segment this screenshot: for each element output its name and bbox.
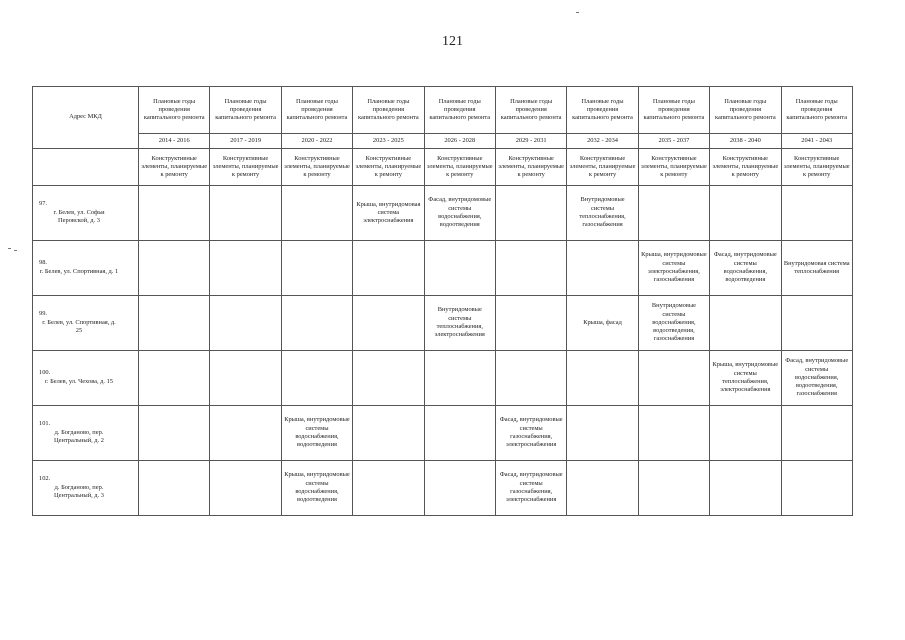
period-header-cell: Плановые годы проведения капитального ремонта bbox=[139, 87, 210, 134]
repair-elements-cell bbox=[710, 461, 781, 516]
repair-elements-cell bbox=[781, 461, 852, 516]
repair-elements-cell: Крыша, внутридомовые системы водоснабжения, водоотведения bbox=[281, 461, 352, 516]
period-header-cell: Плановые годы проведения капитального ремонта bbox=[281, 87, 352, 134]
repair-elements-cell bbox=[139, 351, 210, 406]
blank-cell bbox=[33, 149, 139, 186]
repair-elements-cell: Внутридомовые системы теплоснабжения, электроснабжения bbox=[424, 296, 495, 351]
repair-elements-cell bbox=[210, 351, 281, 406]
repair-elements-cell: Крыша, внутридомовая система электроснабжения bbox=[353, 186, 424, 241]
repair-elements-cell bbox=[210, 461, 281, 516]
period-years: 2035 - 2037 bbox=[638, 134, 709, 149]
elements-header-cell: Конструктивные элементы, планируемые к ремонту bbox=[139, 149, 210, 186]
elements-header-cell: Конструктивные элементы, планируемые к ремонту bbox=[353, 149, 424, 186]
table-body bbox=[33, 87, 853, 516]
scan-mark bbox=[576, 12, 579, 13]
repair-elements-cell: Фасад, внутридомовые системы водоснабжения, водоотведения bbox=[710, 241, 781, 296]
row-number: 101. bbox=[39, 420, 51, 428]
repair-elements-cell: Крыша, внутридомовые системы электроснабжения, газоснабжения bbox=[638, 241, 709, 296]
elements-header-cell: Конструктивные элементы, планируемые к ремонту bbox=[781, 149, 852, 186]
page-number: 121 bbox=[442, 34, 463, 49]
repair-elements-cell bbox=[210, 296, 281, 351]
repair-elements-cell bbox=[353, 351, 424, 406]
address-text: г. Белев, ул. Спортивная, д. 1 bbox=[39, 268, 119, 275]
elements-header-cell: Конструктивные элементы, планируемые к ремонту bbox=[210, 149, 281, 186]
repair-elements-cell bbox=[567, 351, 638, 406]
elements-header-cell: Конструктивные элементы, планируемые к ремонту bbox=[281, 149, 352, 186]
repair-elements-cell bbox=[710, 186, 781, 241]
repair-elements-cell bbox=[281, 296, 352, 351]
period-years: 2041 - 2043 bbox=[781, 134, 852, 149]
repair-elements-cell: Крыша, фасад bbox=[567, 296, 638, 351]
repair-elements-cell bbox=[353, 461, 424, 516]
repair-elements-cell: Фасад, внутридомовые системы газоснабжения, электроснабжения bbox=[495, 461, 566, 516]
repair-elements-cell bbox=[210, 186, 281, 241]
period-years: 2023 - 2025 bbox=[353, 134, 424, 149]
repair-elements-cell bbox=[139, 241, 210, 296]
table-row bbox=[33, 296, 853, 351]
address-text: г. Белев, ул. Софьи Перовской, д. 3 bbox=[53, 209, 105, 225]
period-years: 2017 - 2019 bbox=[210, 134, 281, 149]
period-header-cell: Плановые годы проведения капитального ремонта bbox=[495, 87, 566, 134]
repair-elements-cell bbox=[781, 406, 852, 461]
period-header-cell: Плановые годы проведения капитального ремонта bbox=[567, 87, 638, 134]
table-row bbox=[33, 241, 853, 296]
period-years: 2020 - 2022 bbox=[281, 134, 352, 149]
repair-elements-cell: Фасад, внутридомовые системы газоснабжения, электроснабжения bbox=[495, 406, 566, 461]
table-row bbox=[33, 461, 853, 516]
address-header: Адрес МКД bbox=[33, 87, 139, 149]
period-years: 2029 - 2031 bbox=[495, 134, 566, 149]
elements-header-cell: Конструктивные элементы, планируемые к ремонту bbox=[567, 149, 638, 186]
period-header-cell: Плановые годы проведения капитального ремонта bbox=[353, 87, 424, 134]
period-header-cell: Плановые годы проведения капитального ремонта bbox=[424, 87, 495, 134]
repair-elements-cell bbox=[495, 351, 566, 406]
table-row bbox=[33, 351, 853, 406]
period-years: 2014 - 2016 bbox=[139, 134, 210, 149]
repair-elements-cell bbox=[353, 406, 424, 461]
row-number: 99. bbox=[39, 310, 47, 318]
repair-elements-cell bbox=[139, 296, 210, 351]
address-cell bbox=[33, 186, 139, 241]
years-row bbox=[33, 134, 853, 149]
repair-elements-cell: Внутридомовая система теплоснабжения bbox=[781, 241, 852, 296]
table-row bbox=[33, 406, 853, 461]
repair-elements-cell bbox=[781, 186, 852, 241]
repair-elements-cell bbox=[281, 351, 352, 406]
address-text: д. Богданово, пер. Центральный, д. 2 bbox=[54, 429, 104, 445]
address-cell bbox=[33, 296, 139, 351]
repair-elements-cell bbox=[353, 296, 424, 351]
repair-elements-cell bbox=[638, 186, 709, 241]
repair-elements-cell bbox=[353, 241, 424, 296]
repair-elements-cell bbox=[139, 186, 210, 241]
repair-elements-cell bbox=[424, 241, 495, 296]
repair-elements-cell bbox=[638, 351, 709, 406]
address-cell bbox=[33, 406, 139, 461]
repair-elements-cell bbox=[710, 406, 781, 461]
repair-elements-cell bbox=[424, 351, 495, 406]
repair-elements-cell bbox=[210, 406, 281, 461]
repair-elements-cell bbox=[567, 241, 638, 296]
elements-header-cell: Конструктивные элементы, планируемые к ремонту bbox=[424, 149, 495, 186]
repair-elements-cell bbox=[281, 186, 352, 241]
repair-elements-cell bbox=[638, 406, 709, 461]
repair-elements-cell: Фасад, внутридомовые системы водоснабжения, водоотведения, газоснабжения bbox=[781, 351, 852, 406]
repair-elements-cell bbox=[495, 241, 566, 296]
scan-mark bbox=[14, 250, 17, 251]
repair-elements-cell bbox=[424, 461, 495, 516]
repair-elements-cell bbox=[281, 241, 352, 296]
period-header-cell: Плановые годы проведения капитального ремонта bbox=[638, 87, 709, 134]
address-text: д. Богданово, пер. Центральный, д. 3 bbox=[54, 484, 104, 500]
address-cell bbox=[33, 241, 139, 296]
repair-elements-cell: Фасад, внутридомовые системы водоснабжения, водоотведения bbox=[424, 186, 495, 241]
repair-elements-cell bbox=[710, 296, 781, 351]
repair-elements-cell: Крыша, внутридомовые системы теплоснабжения, электроснабжения bbox=[710, 351, 781, 406]
repair-elements-cell: Крыша, внутридомовые системы водоснабжения, водоотведения bbox=[281, 406, 352, 461]
elements-header-cell: Конструктивные элементы, планируемые к ремонту bbox=[710, 149, 781, 186]
elements-header-row bbox=[33, 149, 853, 186]
repair-elements-cell: Внутридомовые системы водоснабжения, водоотведения, газоснабжения bbox=[638, 296, 709, 351]
row-number: 97. bbox=[39, 200, 47, 208]
address-cell bbox=[33, 461, 139, 516]
address-text: г. Белев, ул. Чехова, д. 15 bbox=[45, 378, 113, 385]
elements-header-cell: Конструктивные элементы, планируемые к ремонту bbox=[495, 149, 566, 186]
repair-elements-cell bbox=[139, 406, 210, 461]
capital-repair-plan-table bbox=[32, 86, 853, 516]
repair-elements-cell bbox=[567, 461, 638, 516]
period-years: 2038 - 2040 bbox=[710, 134, 781, 149]
row-number: 98. bbox=[39, 259, 47, 267]
repair-elements-cell bbox=[781, 296, 852, 351]
table-row bbox=[33, 186, 853, 241]
address-cell bbox=[33, 351, 139, 406]
repair-elements-cell bbox=[139, 461, 210, 516]
repair-elements-cell bbox=[495, 296, 566, 351]
repair-elements-cell bbox=[424, 406, 495, 461]
period-years: 2026 - 2028 bbox=[424, 134, 495, 149]
repair-elements-cell bbox=[495, 186, 566, 241]
row-number: 100. bbox=[39, 369, 51, 377]
address-text: г. Белев, ул. Спортивная, д. 25 bbox=[42, 319, 116, 335]
period-header-cell: Плановые годы проведения капитального ремонта bbox=[210, 87, 281, 134]
row-number: 102. bbox=[39, 475, 51, 483]
repair-elements-cell bbox=[210, 241, 281, 296]
period-years: 2032 - 2034 bbox=[567, 134, 638, 149]
header-row bbox=[33, 87, 853, 134]
repair-elements-cell bbox=[567, 406, 638, 461]
scan-mark bbox=[8, 248, 11, 249]
period-header-cell: Плановые годы проведения капитального ремонта bbox=[710, 87, 781, 134]
repair-elements-cell bbox=[638, 461, 709, 516]
repair-elements-cell: Внутридомовые системы теплоснабжения, газоснабжения bbox=[567, 186, 638, 241]
period-header-cell: Плановые годы проведения капитального ремонта bbox=[781, 87, 852, 134]
elements-header-cell: Конструктивные элементы, планируемые к ремонту bbox=[638, 149, 709, 186]
